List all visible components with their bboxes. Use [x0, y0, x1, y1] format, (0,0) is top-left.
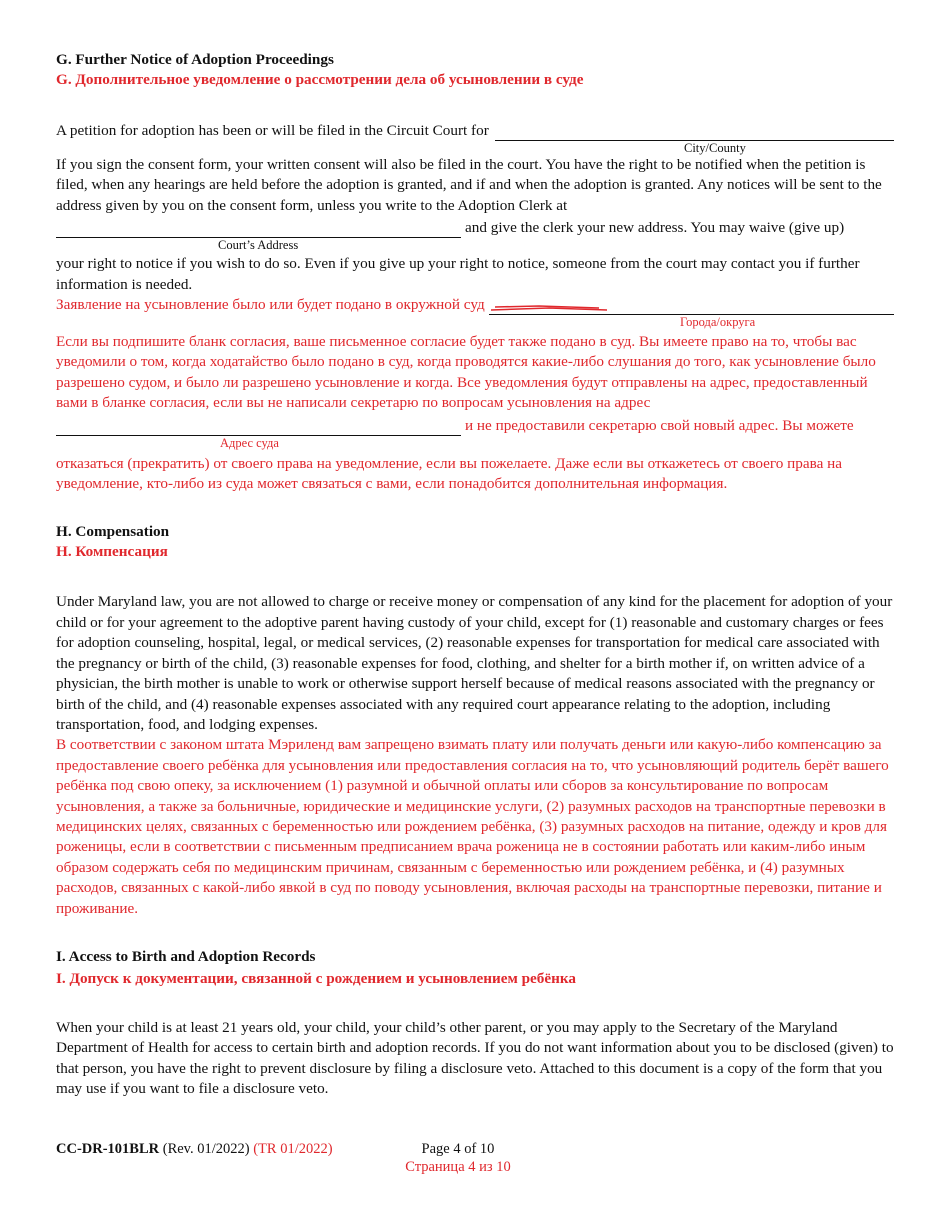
form-code: CC-DR-101BLR [56, 1141, 160, 1157]
court-address-caption: Court’s Address [218, 238, 299, 253]
waive-paragraph: your right to notice if you wish to do so. Even if you give up your right to notice, someone from the court may contact you if further information is needed. [56, 255, 860, 293]
section-g-title: G. Further Notice of Adoption Proceedings [56, 51, 334, 68]
court-address-field-ru[interactable] [56, 419, 461, 436]
section-h-title: H. Compensation [56, 523, 170, 541]
city-county-caption: City/County [684, 141, 746, 155]
new-address-text: and give the clerk your new address. You may waive (give up) [465, 219, 845, 237]
circuit-court-row-ru [56, 295, 894, 315]
notice-paragraph-ru: Если вы подпишите бланк согласия, ваше письменное согласие будет также подано в суд. Вы имеете право на то, чтобы вас уведомили о том, когда ходатайство было подано в суд, когда проводятся какие-либо слушания до того, как усыновление было разрешено судом, и было ли разрешено усыновление и когда. Все уведомления будут отправлены на адрес, предоставленный вами в бланке согласия, если вы не написали секретарю по вопросам усыновления на адрес [56, 333, 876, 412]
page-number-en: Page 4 of 10 [421, 1141, 495, 1157]
strikethrough-icon [489, 302, 609, 314]
new-address-text-ru: и не предоставили секретарю свой новый адрес. Вы можете [465, 416, 854, 434]
waive-paragraph-ru: отказаться (прекратить) от своего права на уведомление, если вы пожелаете. Даже если вы откажетесь от своего права на уведомление, кто-либо из суда может связаться с вами, если понадобится дополнительная информация. [56, 454, 843, 493]
page-number [398, 1140, 518, 1176]
city-county-field-ru[interactable] [489, 298, 894, 315]
petition-text-ru: Заявление на усыновление было или будет подано в окружной суд [56, 296, 485, 314]
compensation-paragraph-ru: В соответствии с законом штата Мэриленд вам запрещено взимать плату или получать деньги или какую-либо компенсацию за предоставление своего ребёнка для усыновления или предоставления согласия на то, что усыновляющий родитель берёт вашего ребёнка под свою опеку, за исключением (1) разумной и обычной оплаты или сборов за консультирование по вопросам усыновления, а также за больничные, юридические и медицинские услуги, (2) разумных расходов на транспортные перевозки в медицинских целях, связанных с беременностью или рождением ребёнка, (3) разумных расходов на питание, одежду и кров для роженицы, если в соответствии с письменным предписанием врача роженица не в состоянии работать или каким-либо иным образом содержать себя по медицинским причинам, связанным с беременностью или рождением ребёнка, и (4) разумных расходов, связанных с какой-либо явкой в суд по поводу усыновления, включая расходы на транспортные перевозки, питание и проживание. [56, 736, 889, 917]
page-number-ru: Страница 4 из 10 [405, 1159, 511, 1175]
court-address-row [56, 218, 894, 238]
form-revision: (Rev. 01/2022) [162, 1141, 250, 1157]
city-county-field[interactable] [495, 124, 894, 141]
translation-revision: (TR 01/2022) [253, 1141, 333, 1157]
court-address-caption-ru: Адрес суда [220, 435, 279, 450]
court-address-field[interactable] [56, 221, 461, 238]
document-page [56, 50, 894, 1100]
city-county-caption-ru: Города/округа [680, 315, 756, 330]
compensation-paragraph: Under Maryland law, you are not allowed to charge or receive money or compensation of any kind for the placement for adoption of your child or for your agreement to the adoptive parent having custody of your child, except for (1) reasonable and customary charges or fees for adoption counseling, hospital, legal, or medical services, (2) reasonable expenses for transportation for medical care associated with the pregnancy or birth of the child, (3) reasonable expenses for food, clothing, and shelter for a birth mother if, on written advice of a physician, the birth mother is unable to work or otherwise support herself because of medical reasons associated with the pregnancy or birth of the child, and (4) reasonable expenses associated with any required court appearance relating to the adoption, including transportation, food, and lodging expenses. [56, 593, 893, 733]
section-h-title-ru: H. Компенсация [56, 543, 168, 561]
section-i-title: I. Access to Birth and Adoption Records [56, 947, 316, 965]
section-i-title-ru: I. Допуск к документации, связанной с рождением и усыновлением ребёнка [56, 969, 576, 987]
court-address-row-ru [56, 416, 894, 436]
form-id [56, 1140, 333, 1158]
petition-text: A petition for adoption has been or will be filed in the Circuit Court for [56, 122, 489, 139]
records-paragraph: When your child is at least 21 years old, your child, your child’s other parent, or you may apply to the Secretary of the Maryland Department of Health for access to certain birth and adoption records. If you do not want information about you to be disclosed (given) to that person, you have the right to prevent disclosure by filing a disclosure veto. Attached to this document is a copy of the form that you may use if you want to file a disclosure veto. [56, 1018, 894, 1098]
circuit-court-row [56, 121, 894, 141]
notice-paragraph: If you sign the consent form, your written consent will also be filed in the court. You have the right to be notified when the petition is filed, when any hearings are held before the adoption is granted, and if and when the adoption is granted. Any notices will be sent to the address given by you on the consent form, unless you write to the Adoption Clerk at [56, 156, 882, 214]
section-g-title-ru: G. Дополнительное уведомление о рассмотрении дела об усыновлении в суде [56, 71, 584, 88]
